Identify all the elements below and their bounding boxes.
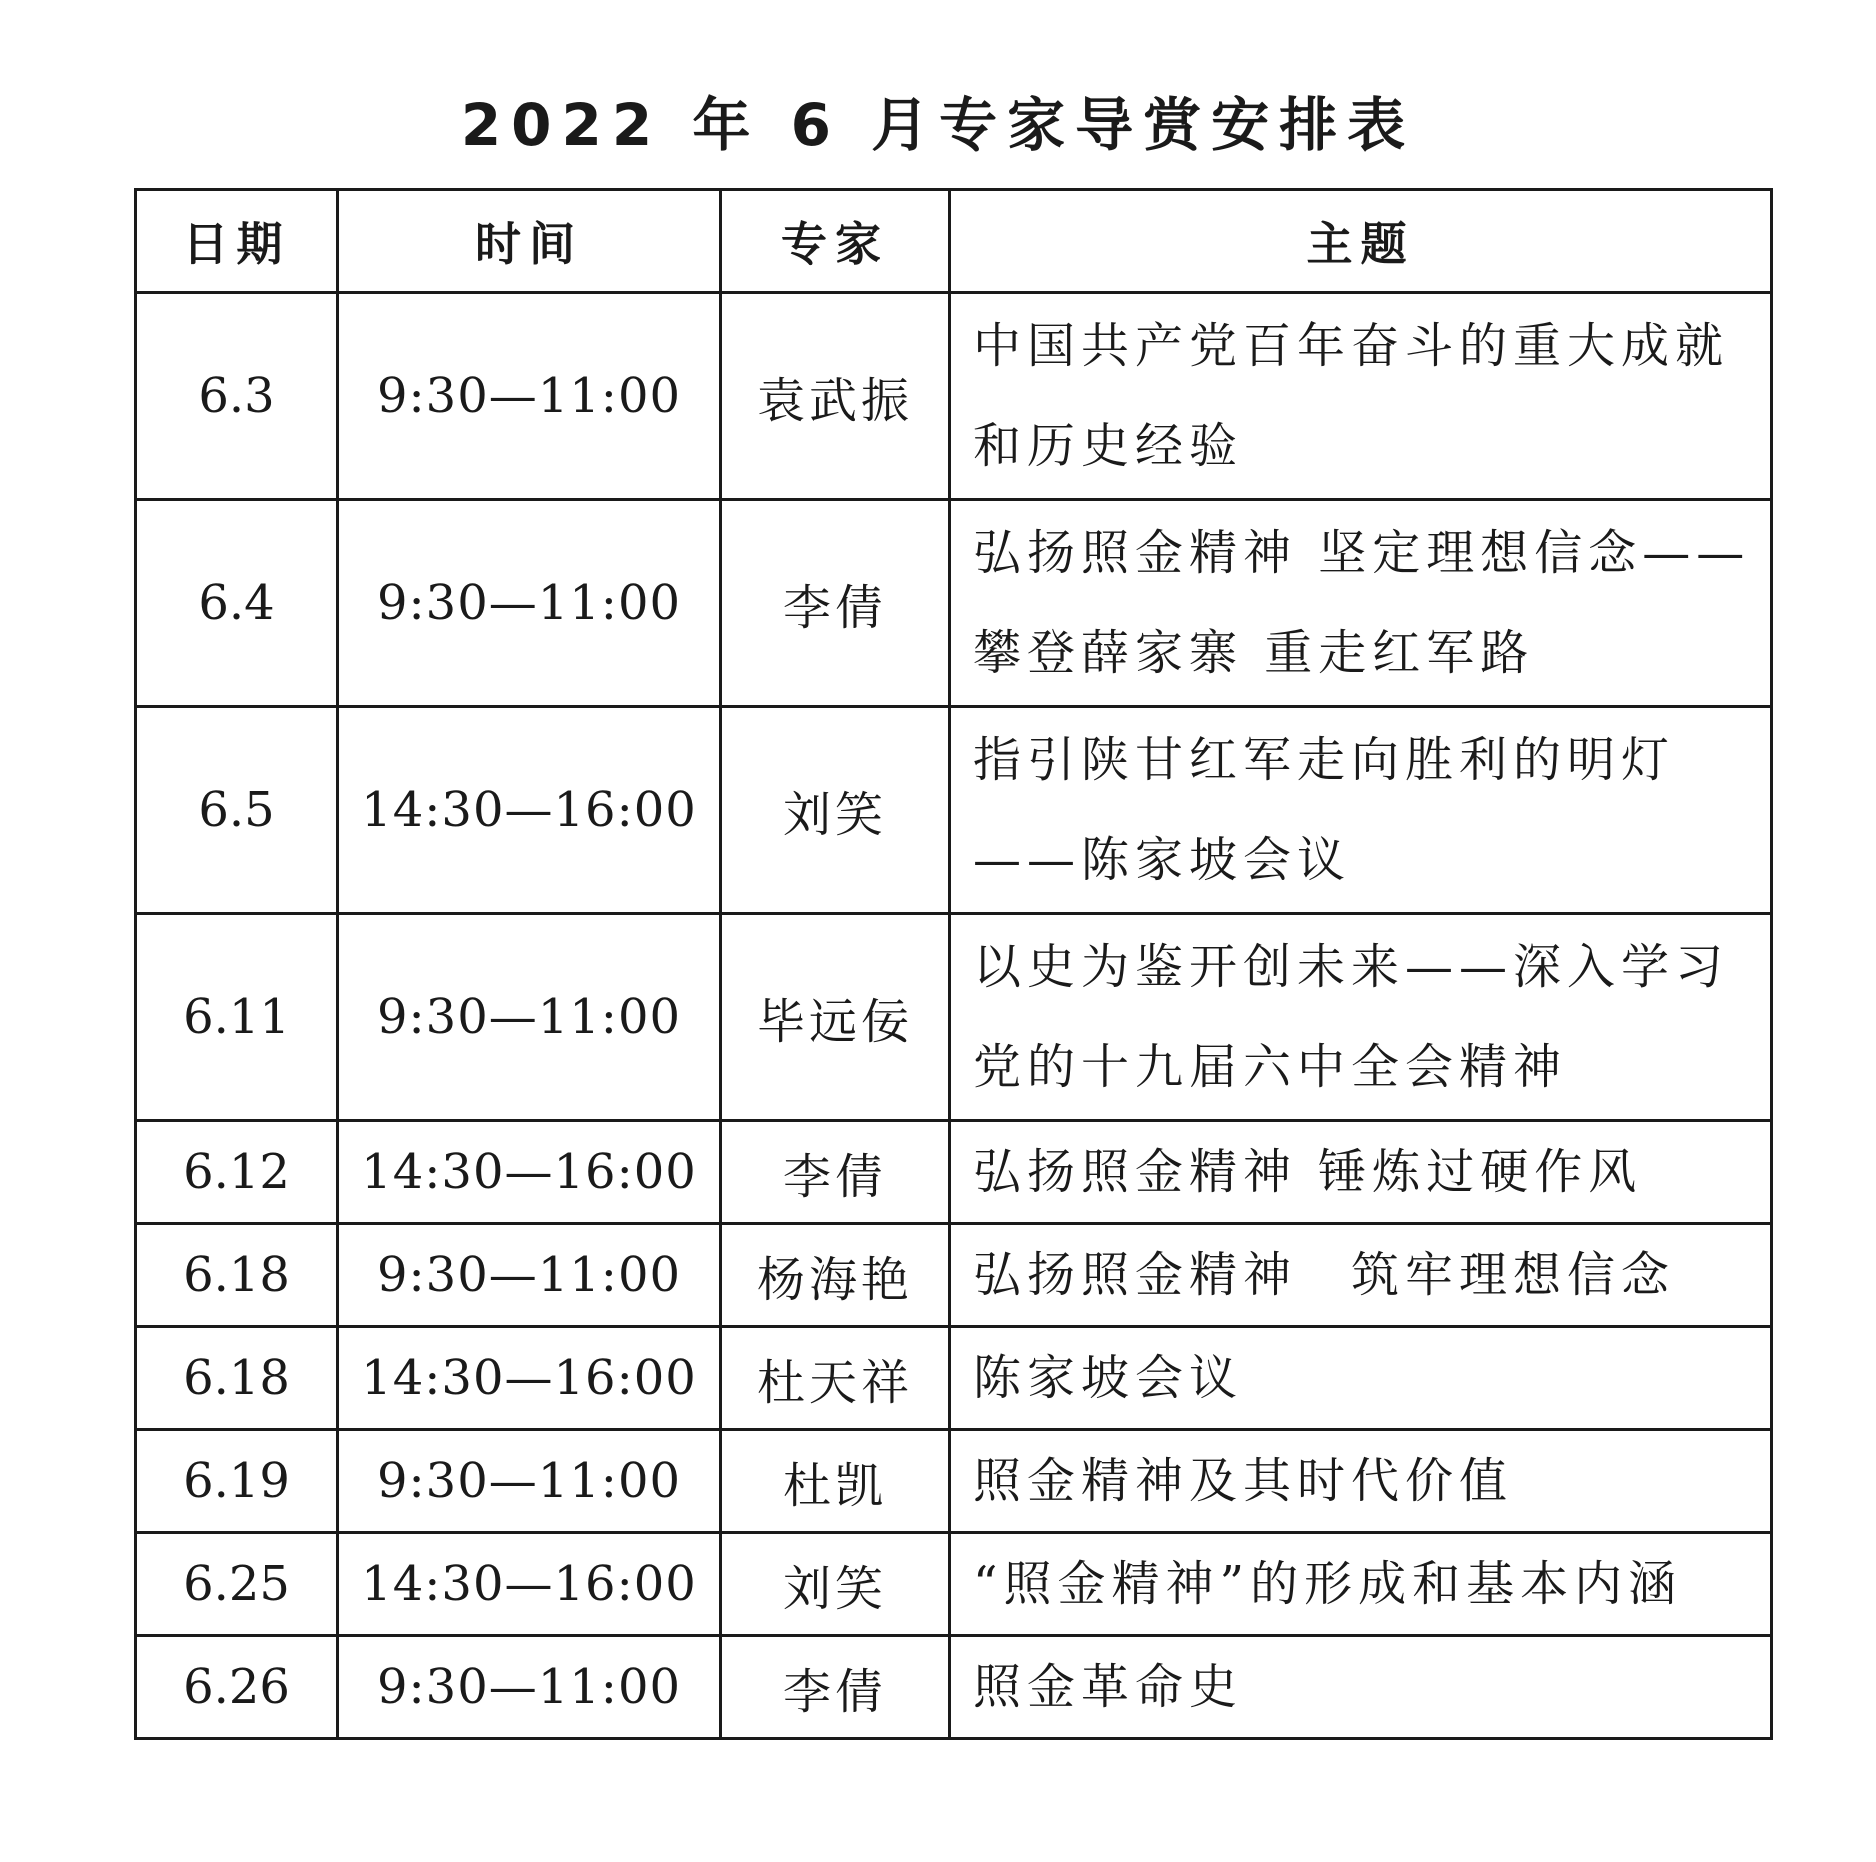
cell-topic: 中国共产党百年奋斗的重大成就和历史经验 (950, 293, 1772, 500)
header-date: 日期 (136, 190, 338, 293)
table-row (136, 1533, 1772, 1636)
table-row (136, 293, 1772, 500)
cell-time: 9:30—11:00 (338, 1636, 721, 1739)
cell-topic: 弘扬照金精神 筑牢理想信念 (950, 1224, 1772, 1327)
table-row (136, 1327, 1772, 1430)
schedule-table (134, 188, 1773, 1740)
cell-expert: 杜凯 (721, 1430, 950, 1533)
table-row (136, 1224, 1772, 1327)
cell-expert: 刘笑 (721, 1533, 950, 1636)
cell-topic: 弘扬照金精神 坚定理想信念——攀登薛家寨 重走红军路 (950, 500, 1772, 707)
cell-time: 9:30—11:00 (338, 500, 721, 707)
table-row (136, 914, 1772, 1121)
cell-time: 14:30—16:00 (338, 1533, 721, 1636)
cell-expert: 李倩 (721, 1121, 950, 1224)
table-row (136, 707, 1772, 914)
cell-expert: 杜天祥 (721, 1327, 950, 1430)
cell-expert: 李倩 (721, 1636, 950, 1739)
cell-time: 14:30—16:00 (338, 1121, 721, 1224)
cell-date: 6.12 (136, 1121, 338, 1224)
cell-topic: 照金精神及其时代价值 (950, 1430, 1772, 1533)
cell-date: 6.5 (136, 707, 338, 914)
cell-date: 6.25 (136, 1533, 338, 1636)
header-time: 时间 (338, 190, 721, 293)
table-row (136, 1636, 1772, 1739)
cell-time: 9:30—11:00 (338, 293, 721, 500)
cell-topic: “照金精神”的形成和基本内涵 (950, 1533, 1772, 1636)
cell-expert: 杨海艳 (721, 1224, 950, 1327)
cell-date: 6.11 (136, 914, 338, 1121)
cell-topic: 以史为鉴开创未来——深入学习党的十九届六中全会精神 (950, 914, 1772, 1121)
cell-date: 6.3 (136, 293, 338, 500)
cell-expert: 李倩 (721, 500, 950, 707)
table-row (136, 1430, 1772, 1533)
cell-topic: 弘扬照金精神 锤炼过硬作风 (950, 1121, 1772, 1224)
cell-date: 6.19 (136, 1430, 338, 1533)
cell-date: 6.26 (136, 1636, 338, 1739)
cell-topic: 照金革命史 (950, 1636, 1772, 1739)
cell-expert: 毕远佞 (721, 914, 950, 1121)
cell-time: 14:30—16:00 (338, 1327, 721, 1430)
cell-time: 14:30—16:00 (338, 707, 721, 914)
header-expert: 专家 (721, 190, 950, 293)
page-title: 2022 年 6 月专家导赏安排表 (460, 91, 1416, 159)
cell-time: 9:30—11:00 (338, 1224, 721, 1327)
table-row (136, 1121, 1772, 1224)
table-row (136, 500, 1772, 707)
cell-date: 6.18 (136, 1224, 338, 1327)
cell-expert: 袁武振 (721, 293, 950, 500)
cell-time: 9:30—11:00 (338, 1430, 721, 1533)
cell-date: 6.18 (136, 1327, 338, 1430)
header-row (136, 190, 1772, 293)
header-topic: 主题 (950, 190, 1772, 293)
cell-date: 6.4 (136, 500, 338, 707)
cell-expert: 刘笑 (721, 707, 950, 914)
cell-topic: 指引陕甘红军走向胜利的明灯——陈家坡会议 (950, 707, 1772, 914)
cell-time: 9:30—11:00 (338, 914, 721, 1121)
cell-topic: 陈家坡会议 (950, 1327, 1772, 1430)
